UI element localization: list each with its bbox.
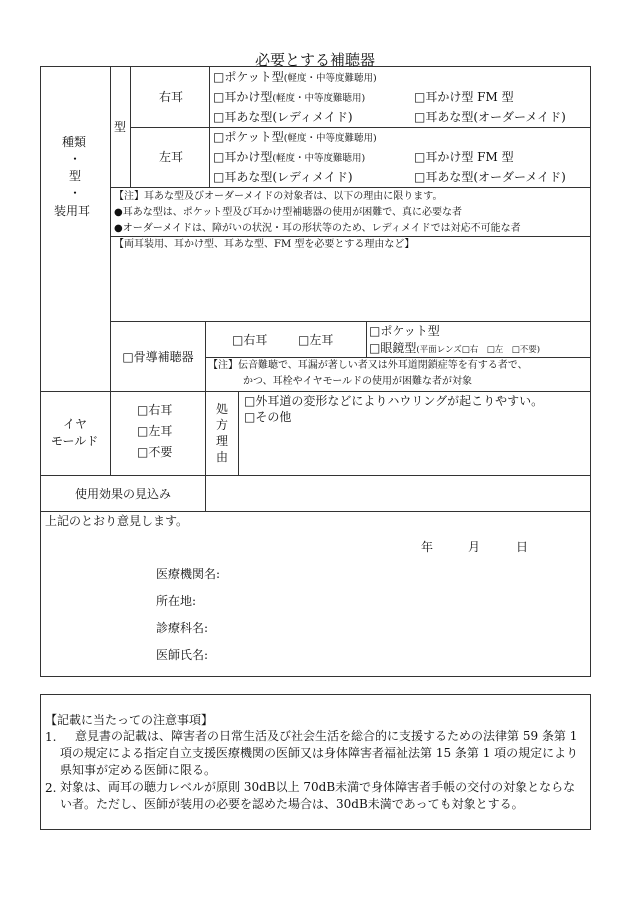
- bone-left-ear[interactable]: □左耳: [298, 333, 334, 347]
- ear-type-note: ●オーダーメイドは、障がいの状況・耳の形状等のため、レディメイドでは対応不可能な者: [114, 223, 521, 234]
- right-ear-label: 右耳: [159, 90, 184, 104]
- bone-label[interactable]: □骨導補聴器: [122, 350, 194, 364]
- opinion-statement: 上記のとおり意見します。: [45, 514, 189, 528]
- reason-field[interactable]: [111, 254, 590, 320]
- label-shurui: 種類: [62, 135, 87, 149]
- effect-label: 使用効果の見込み: [74, 487, 171, 501]
- rx-reason-label: 方: [216, 418, 229, 432]
- effect-field[interactable]: [206, 476, 590, 511]
- option-sub: (軽度・中等度難聴用): [283, 133, 377, 144]
- date-year: 年: [421, 540, 434, 554]
- notes-heading: 【記載に当たっての注意事項】: [45, 713, 214, 727]
- option-sub: (軽度・中等度難聴用): [272, 93, 366, 104]
- grid-line: [40, 391, 591, 392]
- option-ready-left[interactable]: □耳あな型(レディメイド): [213, 170, 353, 184]
- grid-line: [110, 391, 111, 475]
- label-kata: 型: [69, 169, 82, 183]
- bone-right-ear[interactable]: □右耳: [232, 333, 268, 347]
- option-label: □ポケット型: [213, 70, 284, 84]
- option-label: □ポケット型: [213, 130, 284, 144]
- label-dot: ・: [69, 186, 82, 200]
- bone-note: かつ、耳栓やイヤモールドの使用が困難な者が対象: [243, 376, 472, 387]
- reason-label: 【両耳装用、耳かけ型、耳あな型、FM 型を必要とする理由など】: [114, 239, 415, 250]
- grid-line: [40, 511, 591, 512]
- grid-line: [110, 236, 591, 237]
- option-order-left[interactable]: □耳あな型(オーダーメイド): [414, 170, 566, 184]
- option-label: □眼鏡型: [369, 341, 417, 355]
- earmold-none[interactable]: □不要: [137, 445, 173, 459]
- grid-line: [238, 391, 239, 475]
- date-day: 日: [516, 540, 529, 554]
- grid-line: [205, 321, 206, 391]
- earmold-right[interactable]: □右耳: [137, 403, 173, 417]
- rx-reason-label: 処: [216, 402, 229, 416]
- bone-note: 【注】伝音難聴で、耳漏が著しい者又は外耳道閉鎖症等を有する者で、: [208, 360, 528, 371]
- ear-type-note: ●耳あな型は、ポケット型及び耳かけ型補聴器の使用が困難で、真に必要な者: [114, 207, 463, 218]
- rx-reason-label: 理: [216, 434, 229, 448]
- bone-glasses[interactable]: [369, 342, 540, 355]
- page-title: 必要とする補聴器: [254, 51, 375, 69]
- bone-pocket[interactable]: □ポケット型: [369, 324, 440, 338]
- option-sub: (軽度・中等度難聴用): [283, 73, 377, 84]
- option-fm-left[interactable]: □耳かけ型 FM 型: [414, 150, 514, 164]
- option-fm-right[interactable]: □耳かけ型 FM 型: [414, 90, 514, 104]
- grid-line: [110, 187, 591, 188]
- earmold-left[interactable]: □左耳: [137, 424, 173, 438]
- option-pocket-left[interactable]: [213, 131, 377, 144]
- earmold-label: イヤ: [63, 417, 88, 431]
- notes-item-2: 対象は、両耳の聴力レベルが原則 30dB以上 70dB未満で身体障害者手帳の交付の対象とならない者。ただし、医師が装用の必要を認めた場合は、30dB未満であっても対象とする。: [60, 780, 576, 811]
- option-pocket-right[interactable]: [213, 71, 377, 84]
- left-ear-label: 左耳: [159, 150, 184, 164]
- grid-line: [205, 357, 591, 358]
- label-soyoji: 装用耳: [54, 204, 91, 218]
- earmold-reason-howling[interactable]: □外耳道の変形などによりハウリングが起こりやすい。: [244, 394, 544, 408]
- rx-reason-label: 由: [216, 450, 229, 464]
- date-month: 月: [468, 540, 481, 554]
- option-ready-right[interactable]: □耳あな型(レディメイド): [213, 110, 353, 124]
- option-order-right[interactable]: □耳あな型(オーダーメイド): [414, 110, 566, 124]
- option-sub: (軽度・中等度難聴用): [272, 153, 366, 164]
- option-label: □耳かけ型: [213, 90, 273, 104]
- notes-item-1: 意見書の記載は、障害者の日常生活及び社会生活を総合的に支援するための法律第 59 条第 1 項の規定による指定自立支援医療機関の医師又は身体障害者福祉法第 15 条第 1 項の規定により県知事が定める医師に限る。: [60, 729, 579, 777]
- institution-label: 医療機関名:: [156, 567, 221, 581]
- grid-line: [366, 321, 367, 357]
- earmold-reason-other[interactable]: □その他: [244, 410, 292, 424]
- option-label: □耳かけ型: [213, 150, 273, 164]
- earmold-label: モールド: [51, 434, 99, 448]
- option-sub: (平面レンズ□右 □左 □不要): [416, 345, 541, 355]
- notes-item-number: 2.: [45, 781, 57, 795]
- address-label: 所在地:: [156, 594, 197, 608]
- grid-line: [130, 127, 591, 128]
- ear-type-note: 【注】耳あな型及びオーダーメイドの対象者は、以下の理由に限ります。: [114, 191, 443, 202]
- department-label: 診療科名:: [156, 621, 209, 635]
- option-kakegata-right[interactable]: [213, 91, 365, 104]
- option-kakegata-left[interactable]: [213, 151, 365, 164]
- type-label: 型: [114, 120, 127, 134]
- notes-item-number: 1.: [45, 730, 57, 744]
- doctor-label: 医師氏名:: [156, 648, 209, 662]
- label-dot: ・: [69, 152, 82, 166]
